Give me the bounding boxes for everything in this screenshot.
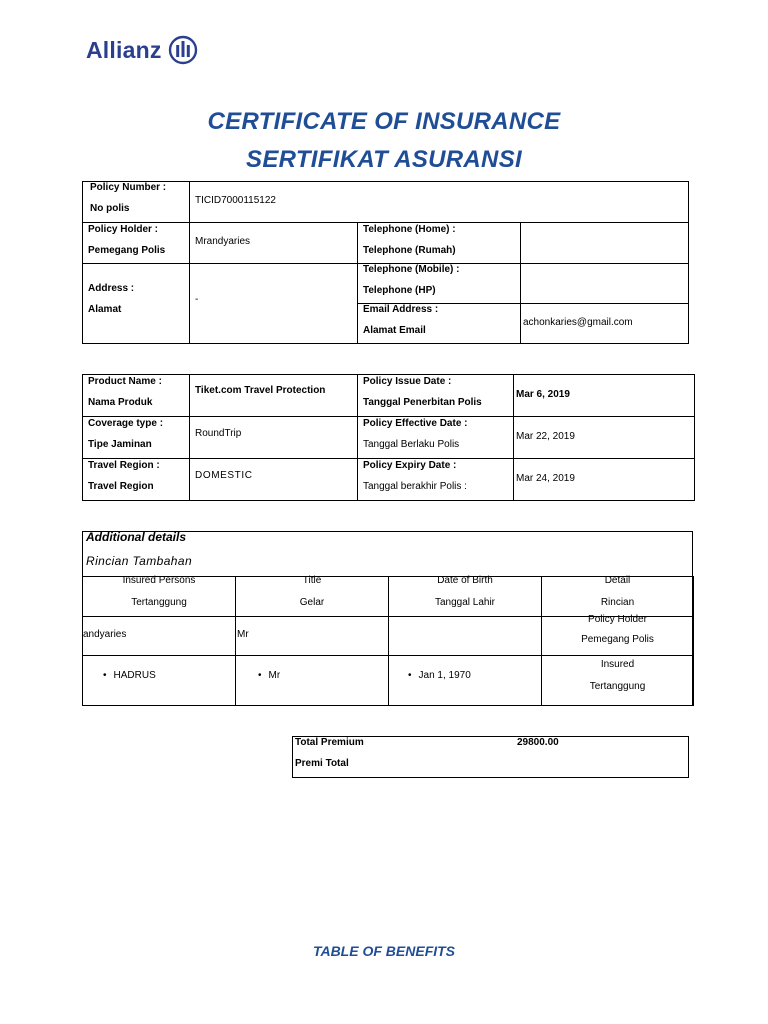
policy-holder: Mrandyaries (195, 236, 251, 247)
email-label-id: Alamat Email (363, 325, 426, 336)
tel-mobile-cell (521, 264, 689, 304)
person-name: andyaries (83, 629, 127, 640)
certificate-title-id: SERTIFIKAT ASURANSI (246, 146, 522, 173)
policy-holder-label-id: Pemegang Polis (88, 245, 166, 256)
coverage-cell (190, 417, 358, 459)
col-insured-persons (83, 577, 236, 617)
col-header-en: Title (302, 575, 322, 586)
policy-number-label-id: No polis (90, 203, 130, 214)
person-detail-cell (542, 656, 694, 706)
region-label: Travel Region : (88, 460, 160, 471)
table-row (83, 656, 694, 706)
issue-date-cell (514, 375, 695, 417)
email-value: achonkaries@gmail.com (523, 317, 633, 328)
policy-holder-label: Policy Holder : (88, 224, 159, 235)
person-detail-en: Policy Holder (588, 614, 647, 625)
tel-mobile-label-id: Telephone (HP) (363, 285, 436, 296)
certificate-title: CERTIFICATE OF INSURANCE (207, 108, 561, 135)
effective-date-label: Policy Effective Date : (363, 418, 468, 429)
col-detail (542, 577, 694, 617)
total-premium-value: 29800.00 (517, 737, 559, 748)
product-name-label-id: Nama Produk (88, 397, 153, 408)
expiry-date-label-id: Tanggal berakhir Polis : (363, 481, 467, 492)
coverage-label: Coverage type : (88, 418, 164, 429)
product-name-label-cell (83, 375, 190, 417)
person-detail-en: Insured (600, 659, 635, 670)
col-header-id: Tanggal Lahir (434, 597, 496, 608)
effective-date-cell (514, 417, 695, 459)
email-cell (521, 304, 689, 344)
product-name-label: Product Name : (88, 376, 162, 387)
expiry-date: Mar 24, 2019 (516, 473, 575, 484)
tel-home-cell (521, 223, 689, 264)
email-label-cell (358, 304, 521, 344)
tel-mobile-label: Telephone (Mobile) : (363, 264, 460, 275)
region-value: DOMESTIC (195, 470, 253, 481)
allianz-logo (86, 32, 198, 68)
person-detail-id: Pemegang Polis (581, 634, 654, 645)
region-label-cell (83, 459, 190, 501)
allianz-eagle-icon (168, 35, 198, 65)
tel-home-value (521, 223, 688, 236)
tel-mobile-value (521, 264, 688, 277)
address-label-id: Alamat (88, 304, 122, 315)
total-premium-label: Total Premium (295, 737, 364, 748)
issue-date: Mar 6, 2019 (516, 389, 570, 400)
col-header-en: Insured Persons (122, 575, 196, 586)
effective-date: Mar 22, 2019 (516, 431, 575, 442)
person-dob (389, 617, 541, 629)
person-detail-id: Tertanggung (589, 681, 646, 692)
issue-date-label-id: Tanggal Penerbitan Polis (363, 397, 482, 408)
additional-details-heading-id: Rincian Tambahan (86, 554, 193, 568)
person-title: • Mr (236, 656, 388, 681)
additional-details-heading: Additional details (86, 530, 187, 544)
col-header-id: Tertanggung (131, 597, 187, 608)
person-dob: • Jan 1, 1970 (389, 656, 541, 681)
policy-number-label: Policy Number : (90, 182, 167, 193)
person-name-cell (83, 656, 236, 706)
address-label: Address : (88, 283, 135, 294)
total-premium-label-id: Premi Total (295, 758, 349, 769)
table-of-benefits-heading: TABLE OF BENEFITS (312, 943, 456, 959)
person-title-cell (236, 617, 389, 656)
col-header-en: Date of Birth (437, 575, 493, 586)
col-header-en: Detail (604, 575, 631, 586)
person-dob-cell (389, 617, 542, 656)
person-name-cell (83, 617, 236, 656)
region-cell (190, 459, 358, 501)
policy-table (82, 181, 689, 344)
email-label: Email Address : (363, 304, 439, 315)
policy-holder-cell (190, 223, 358, 264)
policy-number-label-cell (83, 182, 190, 223)
person-dob-cell (389, 656, 542, 706)
product-name: Tiket.com Travel Protection (195, 385, 326, 396)
expiry-date-label-cell (358, 459, 514, 501)
expiry-date-label: Policy Expiry Date : (363, 460, 457, 471)
table-row (83, 617, 694, 656)
tel-home-label-cell (358, 223, 521, 264)
brand-name: Allianz (86, 36, 162, 63)
address-cell (190, 264, 358, 344)
policy-number: TICID7000115122 (195, 195, 276, 206)
coverage-label-cell (83, 417, 190, 459)
person-detail-cell (542, 614, 694, 656)
address-value: - (195, 294, 199, 305)
insured-persons-table (82, 576, 694, 706)
col-title (236, 577, 389, 617)
total-premium-table (292, 736, 689, 778)
policy-holder-label-cell (83, 223, 190, 264)
product-table (82, 374, 695, 501)
total-premium-cell (293, 737, 689, 778)
coverage-value: RoundTrip (195, 428, 242, 439)
expiry-date-cell (514, 459, 695, 501)
col-date-of-birth (389, 577, 542, 617)
policy-number-cell (190, 182, 689, 223)
tel-home-label-id: Telephone (Rumah) (363, 245, 456, 256)
person-title: Mr (237, 629, 249, 640)
issue-date-label-cell (358, 375, 514, 417)
person-name: • HADRUS (83, 656, 235, 681)
col-header-id: Gelar (299, 597, 325, 608)
region-label-id: Travel Region (88, 481, 154, 492)
issue-date-label: Policy Issue Date : (363, 376, 452, 387)
person-title-cell (236, 656, 389, 706)
address-label-cell (83, 264, 190, 344)
tel-home-label: Telephone (Home) : (363, 224, 456, 235)
coverage-label-id: Tipe Jaminan (88, 439, 152, 450)
product-name-cell (190, 375, 358, 417)
effective-date-label-id: Tanggal Berlaku Polis (363, 439, 460, 450)
col-header-id: Rincian (600, 597, 635, 608)
tel-mobile-label-cell (358, 264, 521, 304)
effective-date-label-cell (358, 417, 514, 459)
